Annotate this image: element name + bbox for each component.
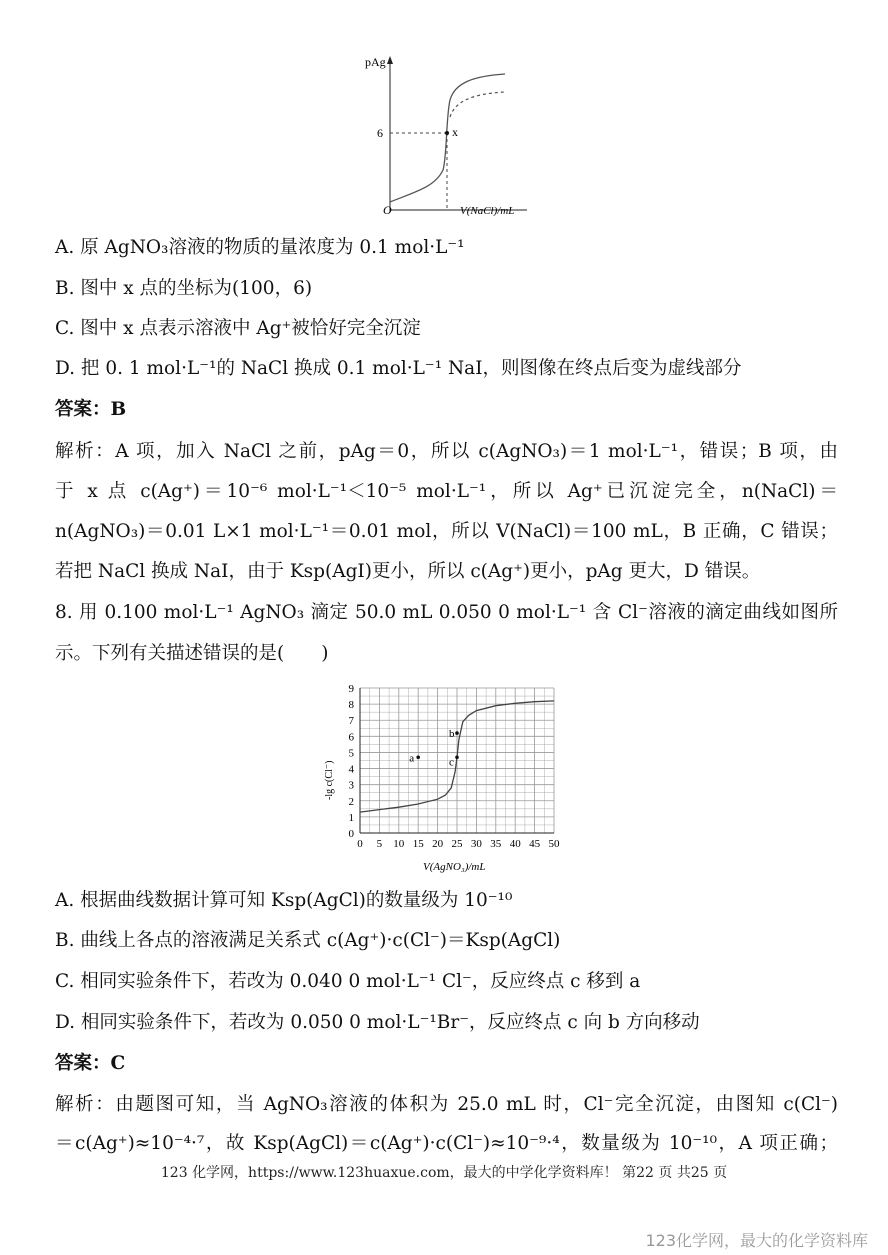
- y-tick-label: 7: [348, 715, 354, 728]
- point-b-label: b: [449, 728, 455, 741]
- point-c: [455, 755, 459, 759]
- x-tick-label: 50: [548, 838, 560, 850]
- q8-option-c: C. 相同实验条件下，若改为 0.040 0 mol·L⁻¹ Cl⁻，反应终点 c 移到 a: [55, 971, 641, 992]
- point-a-label: a: [409, 752, 415, 765]
- x-axis-label: V(NaCl)/mL: [460, 205, 515, 217]
- x-tick-label: 25: [451, 838, 463, 850]
- y-tick-label: 2: [348, 795, 354, 808]
- q7-analysis-line-2: 于 x 点 c(Ag⁺)＝10⁻⁶ mol·L⁻¹＜10⁻⁵ mol·L⁻¹，所以 Ag⁺已沉淀完全，n(NaCl)＝: [55, 481, 838, 502]
- y-axis-label: pAg: [365, 55, 386, 69]
- y-tick-6: 6: [377, 126, 383, 140]
- q7-analysis-line-3: n(AgNO₃)＝0.01 L×1 mol·L⁻¹＝0.01 mol，所以 V(NaCl)＝100 mL，B 正确，C 错误；: [55, 521, 838, 542]
- q8-option-b: B. 曲线上各点的溶液满足关系式 c(Ag⁺)·c(Cl⁻)＝Ksp(AgCl): [55, 930, 561, 951]
- q8-option-a: A. 根据曲线数据计算可知 Ksp(AgCl)的数量级为 10⁻¹⁰: [55, 890, 513, 911]
- q8-option-d: D. 相同实验条件下，若改为 0.050 0 mol·L⁻¹Br⁻，反应终点 c 向 b 方向移动: [55, 1012, 700, 1033]
- cl-titration-chart: [318, 680, 568, 875]
- q7-option-a: A. 原 AgNO₃溶液的物质的量浓度为 0.1 mol·L⁻¹: [55, 237, 465, 258]
- pag-titration-chart: [355, 52, 535, 222]
- q8-stem-line-2: 示。下列有关描述错误的是( ): [55, 643, 329, 664]
- x-axis-label: V(AgNO₃)/mL: [423, 861, 486, 873]
- q7-option-d: D. 把 0. 1 mol·L⁻¹的 NaCl 换成 0.1 mol·L⁻¹ NaI，则图像在终点后变为虚线部分: [55, 358, 742, 379]
- x-tick-label: 45: [529, 838, 541, 850]
- x-tick-label: 5: [376, 838, 383, 850]
- q7-option-c: C. 图中 x 点表示溶液中 Ag⁺被恰好完全沉淀: [55, 318, 421, 339]
- q8-analysis-line-2: ＝c(Ag⁺)≈10⁻⁴·⁷，故 Ksp(AgCl)＝c(Ag⁺)·c(Cl⁻)≈10⁻⁹·⁴，数量级为 10⁻¹⁰，A 项正确；: [55, 1133, 838, 1154]
- y-tick-label: 0: [348, 828, 354, 840]
- q7-analysis-line-1: 解析：A 项，加入 NaCl 之前，pAg＝0，所以 c(AgNO₃)＝1 mol·L⁻¹，错误；B 项，由: [55, 441, 838, 462]
- q7-option-b: B. 图中 x 点的坐标为(100，6): [55, 278, 313, 299]
- y-axis-label: -lg c(Cl⁻): [324, 760, 335, 800]
- q7-answer: 答案：B: [55, 399, 127, 420]
- y-tick-label: 3: [348, 779, 354, 792]
- q7-analysis-line-4: 若把 NaCl 换成 NaI，由于 Ksp(AgI)更小，所以 c(Ag⁺)更小，pAg 更大，D 错误。: [55, 561, 761, 582]
- origin-label: O: [383, 203, 392, 217]
- q8-analysis-line-1: 解析：由题图可知，当 AgNO₃溶液的体积为 25.0 mL 时，Cl⁻完全沉淀，由图知 c(Cl⁻): [55, 1094, 838, 1115]
- x-tick-label: 30: [470, 838, 482, 850]
- y-tick-label: 4: [348, 763, 354, 776]
- y-axis-arrow: [387, 56, 393, 64]
- site-watermark: 123化学网，最大的化学资料库: [645, 1231, 868, 1250]
- point-x: [445, 131, 449, 135]
- x-tick-label: 0: [357, 838, 363, 850]
- point-a: [416, 755, 420, 759]
- x-tick-label: 10: [393, 838, 405, 850]
- q8-stem-line-1: 8. 用 0.100 mol·L⁻¹ AgNO₃ 滴定 50.0 mL 0.050 0 mol·L⁻¹ 含 Cl⁻溶液的滴定曲线如图所: [55, 602, 838, 623]
- x-tick-label: 35: [490, 838, 502, 850]
- y-tick-label: 1: [348, 811, 354, 824]
- point-b: [455, 731, 459, 735]
- y-tick-label: 6: [348, 731, 354, 744]
- page-footer: 123 化学网，https://www.123huaxue.com，最大的中学化学资料库！ 第22 页 共25 页: [160, 1165, 728, 1181]
- x-tick-label: 15: [412, 838, 424, 850]
- x-tick-label: 20: [432, 838, 444, 850]
- x-tick-label: 40: [509, 838, 521, 850]
- y-tick-label: 9: [348, 683, 354, 695]
- data-points: [409, 728, 459, 768]
- q8-answer: 答案：C: [55, 1053, 126, 1074]
- point-x-label: x: [452, 125, 458, 139]
- dashed-curve: [450, 92, 505, 117]
- point-c-label: c: [449, 756, 454, 769]
- y-tick-label: 8: [348, 699, 354, 712]
- y-tick-label: 5: [348, 747, 354, 760]
